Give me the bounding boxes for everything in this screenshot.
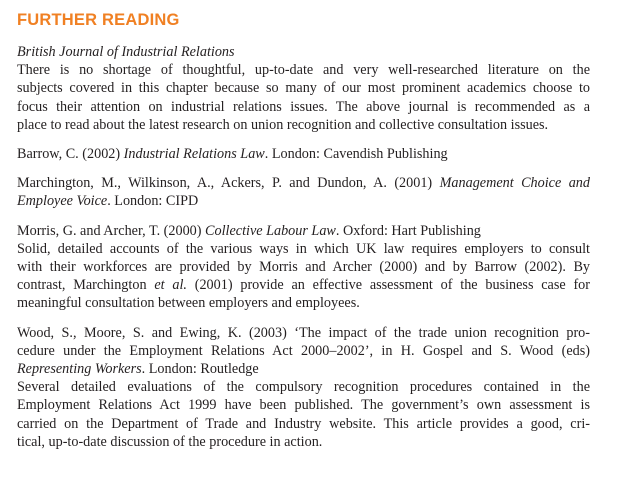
- italic-text: Employee Voice: [17, 193, 108, 210]
- text-line: [17, 116, 590, 134]
- text-line: [17, 240, 590, 258]
- text-line: [17, 192, 590, 210]
- reading-entry: [17, 43, 590, 134]
- section-heading: FURTHER READING: [17, 11, 180, 29]
- text-line: [17, 415, 590, 433]
- text-line: [17, 174, 590, 192]
- text-segment: contrast, Marchington: [17, 277, 155, 294]
- text-segment: subjects covered in this chapter because so many of our most prominent academics choose to: [17, 80, 590, 97]
- text-line: [17, 222, 590, 240]
- text-segment: cedure under the Employment Relations Act 2000–2002’, in H. Gospel and S. Wood (eds): [17, 342, 590, 359]
- text-line: [17, 378, 590, 396]
- reading-list: [17, 43, 590, 451]
- text-line: [17, 433, 590, 451]
- reading-entry: [17, 174, 590, 210]
- text-segment: . London: CIPD: [107, 193, 199, 210]
- text-line: [17, 79, 590, 97]
- text-line: [17, 396, 590, 414]
- text-segment: Morris, G. and Archer, T. (2000): [17, 222, 206, 239]
- text-segment: carried on the Department of Trade and Industry website. This article provides a good, cri-: [17, 415, 590, 432]
- text-segment: meaningful consultation between employers and employees.: [17, 295, 360, 312]
- text-line: [17, 61, 590, 79]
- text-segment: tical, up-to-date discussion of the procedure in action.: [17, 433, 323, 450]
- reading-entry: [17, 222, 590, 313]
- text-segment: Marchington, M., Wilkinson, A., Ackers, P. and Dundon, A. (2001): [17, 175, 440, 192]
- text-segment: . London: Routledge: [141, 361, 259, 378]
- italic-text: et al.: [154, 277, 187, 294]
- italic-text: British Journal of Industrial Relations: [17, 44, 235, 60]
- italic-text: Management Choice and: [439, 175, 590, 192]
- text-segment: with their workforces are provided by Morris and Archer (2000) and by Barrow (2002). By: [17, 259, 590, 276]
- text-segment: Wood, S., Moore, S. and Ewing, K. (2003) ‘The impact of the trade union recognition pro-: [17, 324, 590, 341]
- italic-text: Industrial Relations Law: [123, 146, 265, 163]
- italic-text: Representing Workers: [17, 361, 142, 378]
- text-line: [17, 294, 590, 312]
- text-segment: Solid, detailed accounts of the various ways in which UK law requires employers to consult: [17, 240, 590, 257]
- text-line: [17, 360, 590, 378]
- text-segment: Several detailed evaluations of the compulsory recognition procedures contained in the: [17, 379, 590, 396]
- text-segment: . Oxford: Hart Publishing: [335, 222, 481, 239]
- text-line: [17, 145, 590, 163]
- text-line: [17, 342, 590, 360]
- text-line: [17, 276, 590, 294]
- text-segment: (2001) provide an effective assessment of the business case for: [186, 277, 590, 294]
- text-line: [17, 43, 590, 61]
- italic-text: Collective Labour Law: [205, 222, 336, 239]
- text-segment: Employment Relations Act 1999 have been published. The government’s own assessment is: [17, 397, 590, 414]
- text-segment: Barrow, C. (2002): [17, 146, 124, 163]
- reading-entry: [17, 145, 590, 163]
- reading-entry: [17, 324, 590, 451]
- text-line: [17, 324, 590, 342]
- text-segment: . London: Cavendish Publishing: [264, 146, 448, 163]
- text-line: [17, 98, 590, 116]
- text-segment: place to read about the latest research on union recognition and collective consultation issues.: [17, 116, 549, 133]
- text-segment: focus their attention on industrial relations issues. The above journal is recommended as a: [17, 98, 590, 115]
- text-line: [17, 258, 590, 276]
- text-segment: There is no shortage of thoughtful, up-to-date and very well-researched literature on the: [17, 62, 590, 79]
